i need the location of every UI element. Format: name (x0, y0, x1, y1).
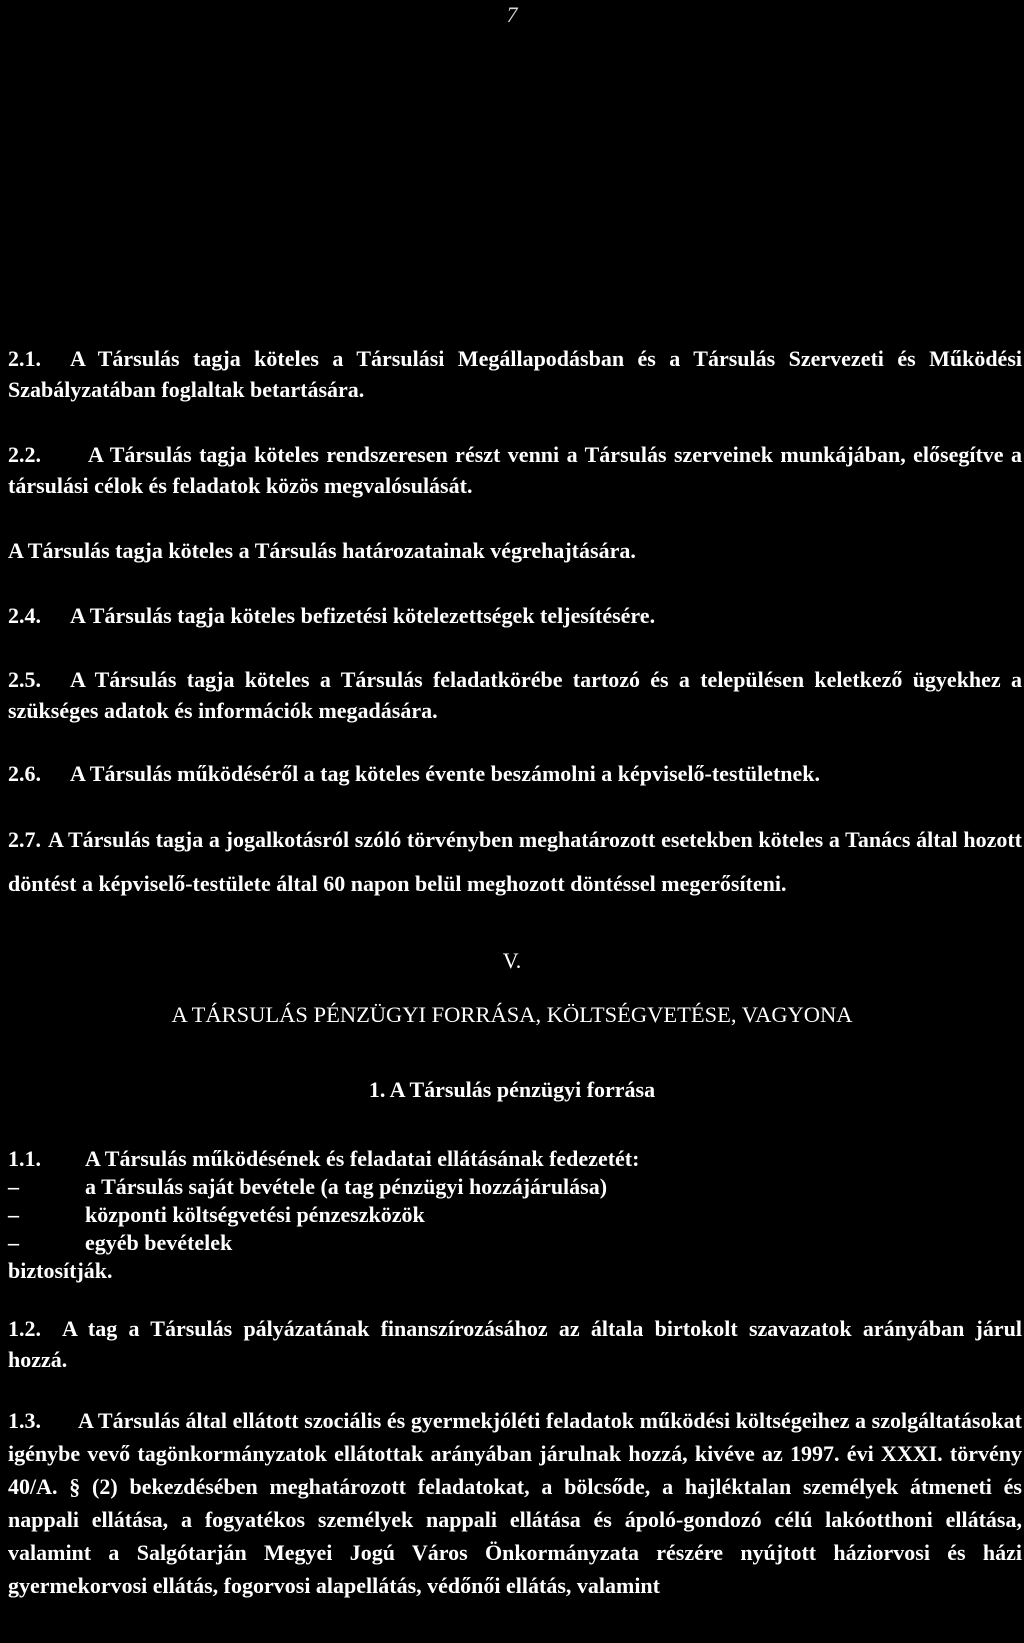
paragraph-text: A Társulás tagja köteles rendszeresen részt venni a Társulás szerveinek munkájában, elősegítve a társulási célok és feladatok közös megvalósulását. (8, 442, 1022, 498)
page-number: 7 (506, 2, 518, 27)
paragraph-2-1 (8, 343, 1022, 405)
paragraph-number: 1.2. (8, 1316, 41, 1341)
paragraph-text: A Társulás tagja köteles a Társulás feladatkörébe tartozó és a településen keletkező ügyekhez a szükséges adatok és információk megadására. (8, 667, 1022, 723)
paragraph-text: A tag a Társulás pályázatának finanszírozásához az általa birtokolt szavazatok arányában járul hozzá. (8, 1316, 1022, 1372)
paragraph-2-2 (8, 439, 1022, 501)
paragraph-text: A Társulás tagja köteles a Társulási Megállapodásban és a Társulás Szervezeti és Működési Szabályzatában foglaltak betartására. (8, 346, 1022, 402)
paragraph-2-3 (8, 535, 1022, 566)
paragraph-number: 2.1. (8, 346, 41, 371)
section-title: 1. A Társulás pénzügyi forrása (368, 1077, 656, 1102)
paragraph-2-7 (8, 818, 1022, 906)
list-item-text: egyéb bevételek (85, 1230, 233, 1255)
paragraph-closing: biztosítják. (8, 1258, 113, 1283)
list-item-text: központi költségvetési pénzeszközök (85, 1202, 425, 1227)
paragraph-2-4 (8, 600, 1022, 631)
list-item (8, 1229, 1022, 1257)
paragraph-text: A Társulás tagja köteles befizetési kötelezettségek teljesítésére. (70, 603, 656, 628)
dash-bullet: – (8, 1230, 19, 1255)
paragraph-2-5 (8, 664, 1022, 726)
chapter-title: A TÁRSULÁS PÉNZÜGYI FORRÁSA, KÖLTSÉGVETÉSE, VAGYONA (171, 1002, 853, 1027)
paragraph-1-3 (8, 1404, 1022, 1602)
dash-bullet: – (8, 1202, 19, 1227)
paragraph-text: A Társulás működésének és feladatai ellátásának fedezetét: (85, 1146, 640, 1171)
paragraph-number: 2.4. (8, 603, 41, 628)
paragraph-number: 1.1. (8, 1146, 41, 1171)
chapter-number: V. (502, 948, 522, 973)
paragraph-2-6 (8, 758, 1022, 789)
paragraph-text: A Társulás tagja köteles a Társulás határozatainak végrehajtására. (8, 538, 636, 563)
dash-bullet: – (8, 1174, 19, 1199)
paragraph-text: A Társulás működéséről a tag köteles évente beszámolni a képviselő-testületnek. (70, 761, 821, 786)
list-item (8, 1201, 1022, 1229)
paragraph-number: 2.7. (8, 827, 41, 852)
list-item (8, 1173, 1022, 1201)
paragraph-text: A Társulás tagja a jogalkotásról szóló törvényben meghatározott esetekben köteles a Tanács által hozott döntést a képviselő-testülete által 60 napon belül meghozott döntéssel megerősíteni. (8, 827, 1022, 896)
paragraph-number: 2.2. (8, 442, 41, 467)
paragraph-text: A Társulás által ellátott szociális és gyermekjóléti feladatok működési költségeihez a szolgáltatásokat igénybe vevő tagönkormányzatok ellátottak arányában járulnak hozzá, kivéve az 1997. évi XXXI. törvény 40/A. § (2) bekezdésében meghatározott feladatokat, a bölcsőde, a hajléktalan személyek átmeneti és nappali ellátása, a fogyatékos személyek nappali ellátása és ápoló-gondozó célú lakóotthoni ellátása, valamint a Salgótarján Megyei Jogú Város Önkormányzata részére nyújtott háziorvosi és házi gyermekorvosi ellátás, fogorvosi alapellátás, védőnői ellátás, valamint (8, 1408, 1022, 1598)
paragraph-number: 2.6. (8, 761, 41, 786)
paragraph-number: 2.5. (8, 667, 41, 692)
list-item-text: a Társulás saját bevétele (a tag pénzügyi hozzájárulása) (85, 1174, 608, 1199)
paragraph-1-1 (8, 1145, 1022, 1285)
paragraph-number: 1.3. (8, 1408, 41, 1433)
paragraph-1-2 (8, 1313, 1022, 1375)
